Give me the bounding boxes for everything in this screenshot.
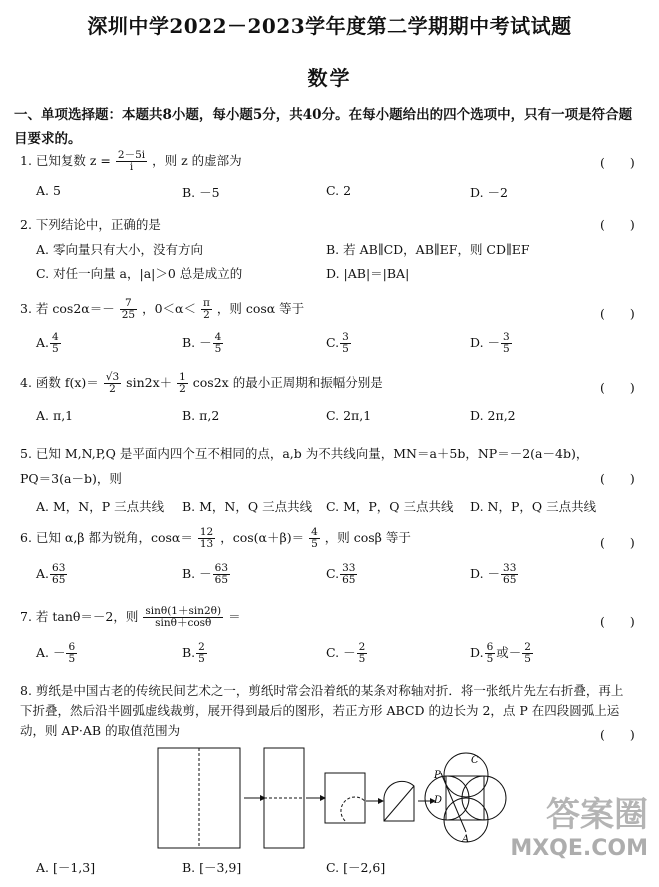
q1-option-b: B. －5 xyxy=(182,185,220,200)
q8-option-c: C. [－2,6] xyxy=(326,860,386,875)
question-5-stem-line2: PQ＝3(a－b)，则 xyxy=(20,471,122,486)
answer-blank: ( ) xyxy=(600,306,635,321)
q2-option-d: D. |AB|＝|BA| xyxy=(326,266,410,281)
q3-option-d: D. － $\frac{3}{5}$ xyxy=(470,331,510,355)
watermark-top: 答案圈 xyxy=(546,795,648,835)
q3-option-a: A. $\frac{4}{5}$ xyxy=(36,331,59,355)
question-3-stem: 3. 若 cos2α＝－ $\frac{7}{25}$ ，0＜α＜ $\frac{\pi}{2}$ ，则 cosα 等于 xyxy=(20,297,305,321)
q5-option-c: C. M，P，Q 三点共线 xyxy=(326,499,454,514)
q3-option-b: B. － $\frac{4}{5}$ xyxy=(182,331,222,355)
q6-option-d: D. － $\frac{33}{65}$ xyxy=(470,562,517,586)
q7-option-a: A. － $\frac{6}{5}$ xyxy=(36,641,76,665)
q5-option-b: B. M，N，Q 三点共线 xyxy=(182,499,313,514)
q7-option-d: D. $\frac{6}{5}$ 或－ $\frac{2}{5}$ xyxy=(470,641,531,665)
question-5-stem-line1: 5. 已知 M,N,P,Q 是平面内四个互不相同的点，a,b 为不共线向量，MN＝a＋5b，NP＝－2(a－4b)， xyxy=(20,446,589,461)
arrow-3-head xyxy=(378,798,384,804)
q6-option-a: A. $\frac{63}{65}$ xyxy=(36,562,66,586)
q8-option-b: B. [－3,9] xyxy=(182,860,242,875)
q7-option-c: C. － $\frac{2}{5}$ xyxy=(326,641,366,665)
q1-option-d: D. －2 xyxy=(470,185,508,200)
answer-blank: ( ) xyxy=(600,155,635,170)
cut-piece xyxy=(384,781,414,821)
answer-blank: ( ) xyxy=(600,614,635,629)
section-heading: 一、单项选择题：本题共8小题，每小题5分，共40分。在每小题给出的四个选项中，只有一项是符合题目要求的。 xyxy=(14,107,633,147)
answer-blank: ( ) xyxy=(600,380,635,395)
q5-option-d: D. N，P，Q 三点共线 xyxy=(470,499,597,514)
question-8-stem: 8. 剪纸是中国古老的传统民间艺术之一，剪纸时常会沿着纸的某条对称轴对折．将一张纸片先左右折叠，再上下折叠，然后沿半圆弧虚线裁剪，展开得到最后的图形，若正方形 ABCD 的边长为 2，点 P 在四段圆弧上运动，则 AP·AB 的取值范围为 xyxy=(20,683,624,738)
label-p: P xyxy=(434,770,441,781)
answer-blank: ( ) xyxy=(600,471,635,486)
q1-option-a: A. 5 xyxy=(36,183,61,198)
q7-option-b: B. $\frac{2}{5}$ xyxy=(182,641,205,665)
q5-option-a: A. M，N，P 三点共线 xyxy=(36,499,165,514)
subject-title: 数学 xyxy=(307,66,352,90)
q2-option-a: A. 零向量只有大小，没有方向 xyxy=(36,242,203,257)
q4-option-c: C. 2π,1 xyxy=(326,408,372,423)
q8-option-a: A. [－1,3] xyxy=(36,860,96,875)
q1-option-c: C. 2 xyxy=(326,183,352,198)
q4-option-d: D. 2π,2 xyxy=(470,408,516,423)
cut-arc xyxy=(335,791,365,821)
q4-option-b: B. π,2 xyxy=(182,408,220,423)
question-6-stem: 6. 已知 α,β 都为锐角，cosα＝ $\frac{12}{13}$ ，cos(α＋β)＝ $\frac{4}{5}$ ，则 cosβ 等于 xyxy=(20,526,411,550)
label-c: C xyxy=(471,755,479,766)
q6-option-b: B. － $\frac{63}{65}$ xyxy=(182,562,229,586)
q2-option-b: B. 若 AB∥CD，AB∥EF，则 CD∥EF xyxy=(326,242,530,257)
watermark xyxy=(478,795,648,875)
q4-option-a: A. π,1 xyxy=(36,408,74,423)
arc-top xyxy=(444,753,488,797)
answer-blank: ( ) xyxy=(600,217,635,232)
watermark-bottom: MXQE.COM xyxy=(510,836,648,861)
cut-diagonal xyxy=(384,786,414,821)
q2-option-c: C. 对任一向量 a，|a|＞0 总是成立的 xyxy=(36,266,243,281)
label-a: A xyxy=(462,834,470,845)
q3-option-c: C. $\frac{3}{5}$ xyxy=(326,331,349,355)
label-d: D xyxy=(434,795,443,806)
question-4-stem: 4. 函数 f(x)＝ $\frac{√3}{2}$ sin2x＋ $\frac{1}{2}$ cos2x 的最小正周期和振幅分别是 xyxy=(20,371,383,395)
question-7-stem: 7. 若 tanθ＝－2，则 $\frac{\sin\theta(1+\sin 2\theta)}{\sin\theta+\cos\theta}$ ＝ xyxy=(20,605,241,629)
exam-title: 深圳中学2022－2023学年度第二学期期中考试试题 xyxy=(87,14,572,38)
q6-option-c: C. $\frac{33}{65}$ xyxy=(326,562,356,586)
answer-blank: ( ) xyxy=(600,727,635,742)
answer-blank: ( ) xyxy=(600,535,635,550)
question-2-stem: 2. 下列结论中，正确的是 xyxy=(20,217,161,232)
question-1-stem: 1. 已知复数 z = $\frac{2-5i}{i}$ ，则 z 的虚部为 xyxy=(20,149,242,173)
